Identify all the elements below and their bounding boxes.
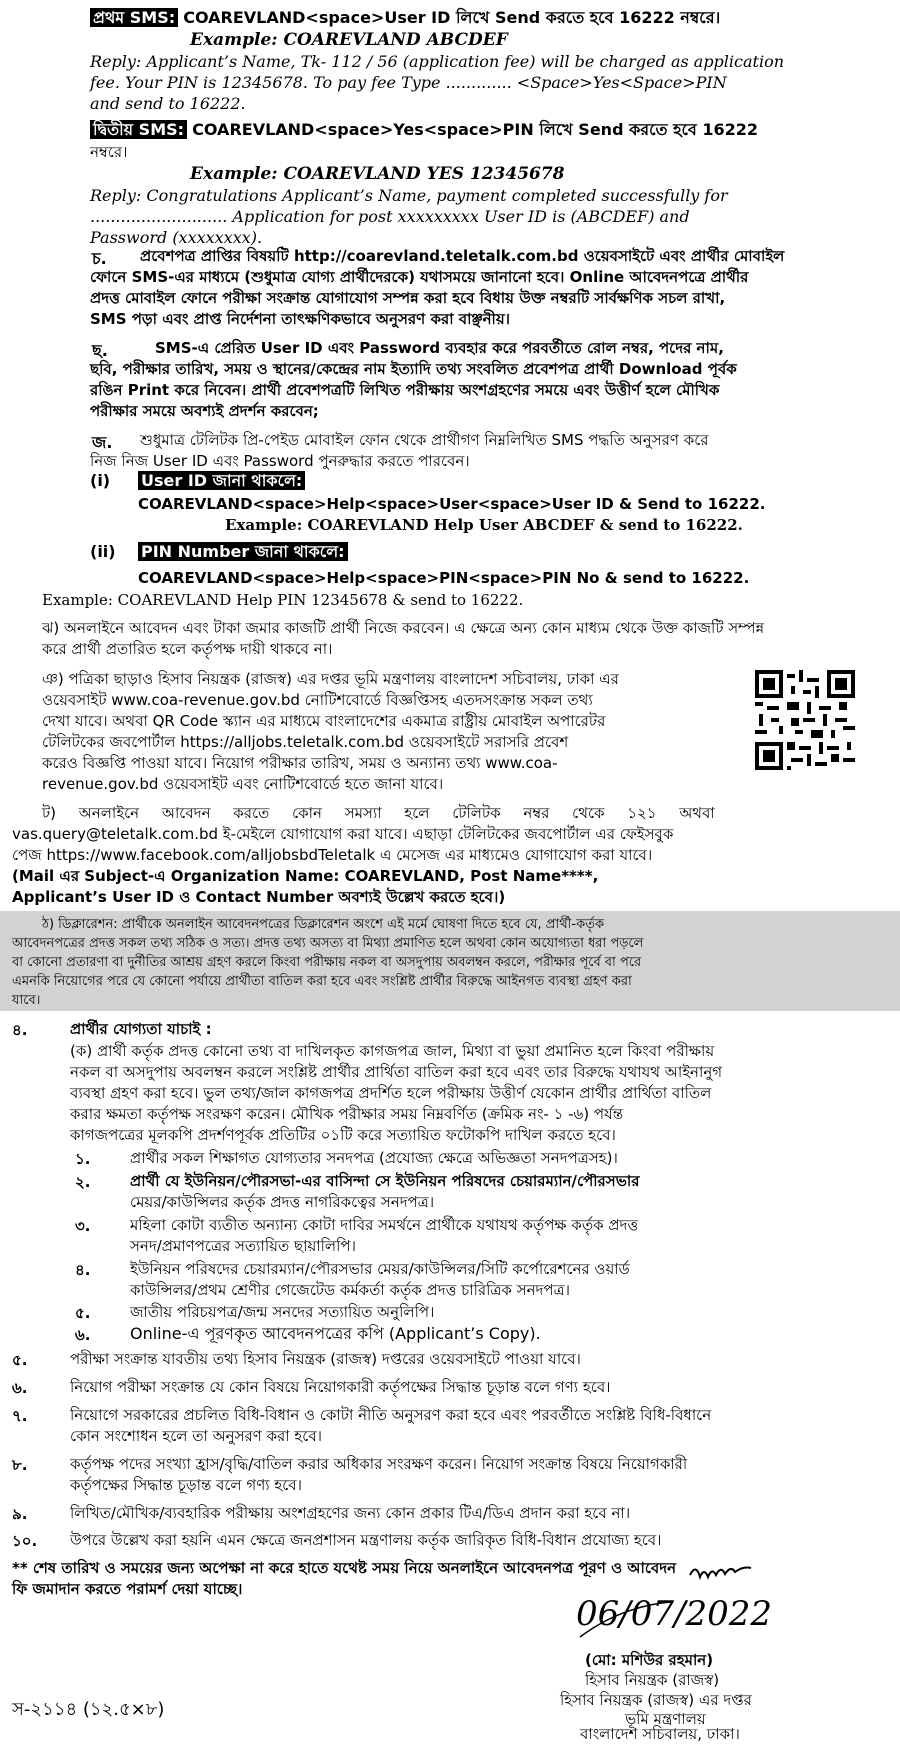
para-nya-line-6: revenue.gov.bd ওয়েবসাইট এবং নোটিশবোর্ডে হতে জানা যাবে।: [42, 775, 444, 793]
advice-line-2: ফি জমাদান করতে পরামর্শ দেয়া যাচ্ছে।: [12, 1580, 243, 1598]
para-cha-line-3: প্রদত্ত মোবাইল ফোনে পরীক্ষা সংক্রান্ত যোগাযোগ সম্পন্ন করা হবে বিধায় উক্ত নম্বরটি সার্বক্ষণিক সচল রাখা,: [90, 289, 726, 307]
sms1-example: Example: COAREVLAND ABCDEF: [190, 30, 508, 50]
section7-num: ৭.: [12, 1407, 28, 1425]
para-chha-line-1: SMS-এ প্রেরিত User ID এবং Password ব্যবহার করে পরবর্তীতে রোল নম্বর, পদের নাম,: [155, 339, 724, 357]
section4-title: প্রার্থীর যোগ্যতা যাচাই :: [70, 1020, 212, 1038]
para-tha-line-1: ঠ) ডিক্লারেশন: প্রার্থীকে অনলাইন আবেদনপত্রের ডিক্লারেশন অংশে এই মর্মে ঘোষণা দিতে হবে যে, প্রার্থী-কর্তৃক: [42, 917, 605, 932]
para-ja-line-2: নিজ নিজ User ID এবং Password পুনরুদ্ধার করতে পারবেন।: [90, 452, 470, 470]
para-cha-line-2: ফোনে SMS-এর মাধ্যমে (শুধুমাত্র যোগ্য প্রার্থীদেরকে) যথাসময়ে জানানো হবে। Online আবেদনপত্রে প্রার্থীর: [90, 268, 749, 286]
signature-date: 06/07/2022: [576, 1594, 772, 1634]
para-ja-label: জ.: [92, 433, 113, 452]
section6-num: ৬.: [12, 1379, 28, 1397]
para-tha-line-3: বা কোনো প্রতারণা বা দুর্নীতির আশ্রয় গ্রহণ করলে কিংবা পরীক্ষায় নকল বা অসদুপায় অবলম্বন করলে, পরীক্ষার পূর্বে বা পরে: [12, 955, 642, 970]
section4-line-2: নকল বা অসদুপায় অবলম্বন করলে সংশ্লিষ্ট প্রার্থীর প্রার্থিতা বাতিল করা হবে এবং তার বিরুদ্ধে যথাযথ আইনানুগ: [70, 1063, 723, 1081]
sms2-reply-1: Reply: Congratulations Applicant’s Name, payment completed successfully for: [90, 186, 728, 205]
section4-item5-line-1: জাতীয় পরিচয়পত্র/জন্ম সনদের সত্যায়িত অনুলিপি।: [130, 1303, 435, 1321]
section5-line-1: পরীক্ষা সংক্রান্ত যাবতীয় তথ্য হিসাব নিয়ন্ত্রক (রাজস্ব) দপ্তরের ওয়েবসাইটে পাওয়া যাবে।: [70, 1350, 581, 1368]
sms2-example: Example: COAREVLAND YES 12345678: [190, 164, 565, 184]
section4-item1-line-1: প্রার্থীর সকল শিক্ষাগত যোগ্যতার সনদপত্র (প্রযোজ্য ক্ষেত্রে অভিজ্ঞতা সনদপত্রসহ)।: [130, 1149, 618, 1167]
section10-line-1: উপরে উল্লেখ করা হয়নি এমন ক্ষেত্রে জনপ্রশাসন মন্ত্রণালয় কর্তৃক জারিকৃত বিধি-বিধান প্রযোজ্য হবে।: [70, 1531, 662, 1549]
recover-userid-label: User ID জানা থাকলে:: [138, 471, 305, 490]
para-ta-line-3: পেজ https://www.facebook.com/alljobsbdTeletalk এ মেসেজ এর মাধ্যমেও যোগাযোগ করা যাবে।: [12, 846, 653, 864]
section4-item3-line-1: মহিলা কোটা ব্যতীত অন্যান্য কোটা দাবির সমর্থনে প্রার্থীকে যথাযথ কর্তৃপক্ষ কর্তৃক প্রদত্ত: [130, 1216, 639, 1234]
section4-item2-num: ২.: [75, 1173, 91, 1191]
section8-line-1: কর্তৃপক্ষ পদের সংখ্যা হ্রাস/বৃদ্ধি/বাতিল করার অধিকার সংরক্ষণ করেন। নিয়োগ সংক্রান্ত বিষয়ে নিয়োগকারী: [70, 1455, 688, 1473]
footer-code: স-২১১৪ (১২.৫×৮): [12, 1699, 165, 1720]
sms2-line: [90, 120, 758, 140]
para-cha-line-1: প্রবেশপত্র প্রাপ্তির বিষয়টি http://coarevland.teletalk.com.bd ওয়েবসাইটে এবং প্রার্থীর মোবাইল: [140, 247, 785, 265]
para-nya-line-3: দেখা যাবে। অথবা QR Code স্ক্যান এর মাধ্যমে বাংলাদেশের একমাত্র রাষ্ট্রীয় মোবাইল অপারেটর: [42, 712, 606, 730]
section8-line-2: কর্তৃপক্ষের সিদ্ধান্ত চূড়ান্ত বলে গণ্য হবে।: [70, 1476, 303, 1494]
section4-line-3: ব্যবস্থা গ্রহণ করা হবে। ভুল তথ্য/জাল কাগজপত্র প্রদর্শিত হলে পরীক্ষায় উত্তীর্ণ যেকোন প্রার্থীর প্রার্থিতা বাতিল: [70, 1084, 712, 1102]
sms1-reply-1: Reply: Applicant’s Name, Tk- 112 / 56 (application fee) will be charged as application: [90, 52, 785, 71]
para-jha-line-1: ঝ) অনলাইনে আবেদন এবং টাকা জমার কাজটি প্রার্থী নিজে করবেন। এ ক্ষেত্রে অন্য কোন মাধ্যম থেকে উক্ত কাজটি সম্পন্ন: [42, 619, 765, 637]
sms1-line: [90, 8, 720, 28]
section5-num: ৫.: [12, 1351, 28, 1369]
section4-num: ৪.: [12, 1021, 28, 1039]
sms2-reply-2: ........................... Application for post xxxxxxxxx User ID is (ABCDEF) and: [90, 207, 690, 226]
para-chha-label: ছ.: [92, 341, 108, 360]
para-ta-line-5: Applicant’s User ID ও Contact Number অবশ্যই উল্লেখ করতে হবে।): [12, 888, 506, 906]
para-tha-line-2: আবেদনপত্রের প্রদত্ত সকল তথ্য সঠিক ও সত্য। প্রদত্ত তথ্য অসত্য বা মিথ্যা প্রমাণিত হলে অথবা কোন অযোগ্যতা ধরা পড়লে: [12, 936, 644, 951]
section10-num: ১০.: [12, 1532, 38, 1550]
sms1-reply-3: and send to 16222.: [90, 94, 246, 113]
section4-item2-line-1: প্রার্থী যে ইউনিয়ন/পৌরসভা-এর বাসিন্দা সে ইউনিয়ন পরিষদের চেয়ারম্যান/পৌরসভার: [130, 1172, 640, 1190]
section9-num: ৯.: [12, 1505, 28, 1523]
sms2-command-cont: নম্বরে।: [90, 143, 128, 161]
recover-pin-label: PIN Number জানা থাকলে:: [138, 542, 348, 561]
section4-item6-line-1: Online-এ পূরণকৃত আবেদনপত্রের কপি (Applicant’s Copy).: [130, 1324, 541, 1343]
para-nya-line-1: ঞ) পত্রিকা ছাড়াও হিসাব নিয়ন্ত্রক (রাজস্ব) এর দপ্তর ভূমি মন্ত্রণালয় বাংলাদেশ সচিবালয়, ঢাকা এর: [42, 670, 619, 688]
sms1-label: প্রথম SMS:: [90, 8, 178, 27]
section4-item2-line-2: মেয়র/কাউন্সিলর কর্তৃক প্রদত্ত নাগরিকত্বের সনদপত্র।: [130, 1193, 435, 1211]
sms1-command: COAREVLAND<space>User ID লিখে Send করতে হবে 16222 নম্বরে।: [183, 8, 721, 27]
qr-code-icon[interactable]: [755, 670, 855, 770]
sms2-reply-3: Password (xxxxxxxx).: [90, 228, 263, 247]
signatory-title-4: বাংলাদেশ সচিবালয়, ঢাকা।: [580, 1725, 740, 1743]
recover-pin-label-wrap: [138, 542, 348, 562]
recover-userid-example: Example: COAREVLAND Help User ABCDEF & send to 16222.: [225, 516, 743, 534]
section9-line-1: লিখিত/মৌখিক/ব্যবহারিক পরীক্ষায় অংশগ্রহণের জন্য কোন প্রকার টিএ/ডিএ প্রদান করা হবে না।: [70, 1504, 631, 1522]
section8-num: ৮.: [12, 1456, 28, 1474]
signatory-title-2: হিসাব নিয়ন্ত্রক (রাজস্ব) এর দপ্তর: [560, 1691, 752, 1709]
signatory-name: (মো: মশিউর রহমান): [585, 1651, 714, 1669]
recover-userid-command: COAREVLAND<space>Help<space>User<space>User ID & Send to 16222.: [138, 495, 766, 513]
para-ta-line-1: ট) অনলাইনে আবেদন করতে কোন সমস্যা হলে টেলিটক নম্বর থেকে ১২১ অথবা: [42, 804, 715, 822]
sms2-command: COAREVLAND<space>Yes<space>PIN লিখে Send করতে হবে 16222: [192, 120, 759, 139]
para-nya-line-4: টেলিটকের জবপোর্টাল https://alljobs.teletalk.com.bd ওয়েবসাইটে সরাসরি প্রবেশ: [42, 733, 569, 751]
signatory-title-3: ভূমি মন্ত্রণালয়: [625, 1710, 706, 1728]
section4-item3-num: ৩.: [75, 1217, 91, 1235]
section7-line-2: কোন সংশোধন হলে তা অনুসরণ করা হবে।: [70, 1427, 323, 1445]
advice-line-1: ** শেষ তারিখ ও সময়ের জন্য অপেক্ষা না করে হাতে যথেষ্ট সময় নিয়ে অনলাইনে আবেদনপত্র পূরণ ও আবেদন: [12, 1559, 677, 1577]
section4-line-1: (ক) প্রার্থী কর্তৃক প্রদত্ত কোনো তথ্য বা দাখিলকৃত কাগজপত্র জাল, মিথ্যা বা ভুয়া প্রমানিত হলে কিংবা পরীক্ষায়: [70, 1042, 715, 1060]
para-tha-line-5: যাবে।: [12, 993, 41, 1008]
section4-line-4: করার ক্ষমতা কর্তৃপক্ষ সংরক্ষণ করেন। মৌখিক পরীক্ষার সময় নিম্নবর্ণিত (ক্রমিক নং- ১ -৬) পর্যন্ত: [70, 1105, 624, 1123]
section4-line-5: কাগজপত্রের মূলকপি প্রদর্শণপূর্বক প্রতিটির ০১টি করে সত্যায়িত ফটোকপি দাখিল করতে হবে।: [70, 1126, 616, 1144]
section4-item4-line-2: কাউন্সিলর/প্রথম শ্রেণীর গেজেটেড কর্মকর্তা কর্তৃক প্রদত্ত চারিত্রিক সনদপত্র।: [130, 1281, 570, 1299]
para-ta-line-4: (Mail এর Subject-এ Organization Name: COAREVLAND, Post Name****,: [12, 867, 599, 885]
para-ta-line-2: vas.query@teletalk.com.bd ই-মেইলে যোগাযোগ করা যাবে। এছাড়া টেলিটকের জবপোর্টাল এর ফেইসবুক: [12, 825, 674, 843]
recover-pin-example: Example: COAREVLAND Help PIN 12345678 & send to 16222.: [42, 591, 524, 609]
para-chha-line-4: পরীক্ষার সময়ে অবশ্যই প্রদর্শন করবেন;: [90, 402, 319, 420]
para-cha-label: চ.: [92, 249, 107, 268]
sms1-reply-2: fee. Your PIN is 12345678. To pay fee Type ............. <Space>Yes<Space>PIN: [90, 73, 727, 92]
para-nya-line-2: ওয়েবসাইট www.coa-revenue.gov.bd নোটিশবোর্ডে বিজ্ঞপ্তিসহ এতদসংক্রান্ত সকল তথ্য: [42, 691, 593, 709]
recover-pin-command: COAREVLAND<space>Help<space>PIN<space>PIN No & send to 16222.: [138, 569, 750, 587]
section4-item5-num: ৫.: [75, 1304, 91, 1322]
section4-item4-line-1: ইউনিয়ন পরিষদের চেয়ারম্যান/পৌরসভার মেয়র/কাউন্সিলর/সিটি কর্পোরেশনের ওয়ার্ড: [130, 1260, 630, 1278]
section4-item6-num: ৬.: [75, 1326, 91, 1344]
para-ja-line-1: শুধুমাত্র টেলিটক প্রি-পেইড মোবাইল ফোন থেকে প্রার্থীগণ নিম্নলিখিত SMS পদ্ধতি অনুসরণ করে: [140, 431, 709, 449]
handwritten-signature: [570, 1555, 870, 1645]
section4-item3-line-2: সনদ/প্রমাণপত্রের সত্যায়িত ছায়ালিপি।: [130, 1237, 356, 1255]
recover-pin-num: (ii): [90, 542, 116, 561]
para-jha-line-2: করে প্রার্থী প্রতারিত হলে কর্তৃপক্ষ দায়ী থাকবে না।: [42, 640, 333, 658]
section7-line-1: নিয়োগে সরকারের প্রচলিত বিধি-বিধান ও কোটা নীতি অনুসরণ করা হবে এবং পরবর্তীতে সংশ্লিষ্ট বিধি-বিধানে: [70, 1406, 712, 1424]
recover-userid-num: (i): [90, 471, 111, 490]
section4-item1-num: ১.: [75, 1150, 91, 1168]
para-tha-line-4: এমনকি নিয়োগের পরে যে কোনো পর্যায়ে প্রার্থীতা বাতিল করা হবে এবং সংশ্লিষ্ট প্রার্থীর বিরুদ্ধে আইনগত ব্যবস্থা গ্রহণ করা: [12, 974, 632, 989]
recover-userid-label-wrap: [138, 471, 305, 491]
para-cha-line-4: SMS পড়া এবং প্রাপ্ত নির্দেশনা তাৎক্ষণিকভাবে অনুসরণ করা বাঞ্ছনীয়।: [90, 310, 511, 328]
para-nya-line-5: করেও বিজ্ঞপ্তি পাওয়া যাবে। নিয়োগ পরীক্ষার তারিখ, সময় ও অন্যান্য তথ্য www.coa-: [42, 754, 558, 772]
para-chha-line-3: রঙিন Print করে নিবেন। প্রার্থী প্রবেশপত্রটি লিখিত পরীক্ষায় অংশগ্রহণের সময়ে এবং উত্তীর্ণ হলে মৌখিক: [90, 381, 720, 399]
signatory-title-1: হিসাব নিয়ন্ত্রক (রাজস্ব): [585, 1671, 720, 1689]
section6-line-1: নিয়োগ পরীক্ষা সংক্রান্ত যে কোন বিষয়ে নিয়োগকারী কর্তৃপক্ষের সিদ্ধান্ত চূড়ান্ত বলে গণ্য হবে।: [70, 1378, 611, 1396]
sms2-label: দ্বিতীয় SMS:: [90, 120, 187, 139]
para-chha-line-2: ছবি, পরীক্ষার তারিখ, সময় ও স্থানের/কেন্দ্রের নাম ইত্যাদি তথ্য সংবলিত প্রবেশপত্র প্রার্থী Download পূর্বক: [90, 360, 737, 378]
section4-item4-num: ৪.: [75, 1261, 91, 1279]
